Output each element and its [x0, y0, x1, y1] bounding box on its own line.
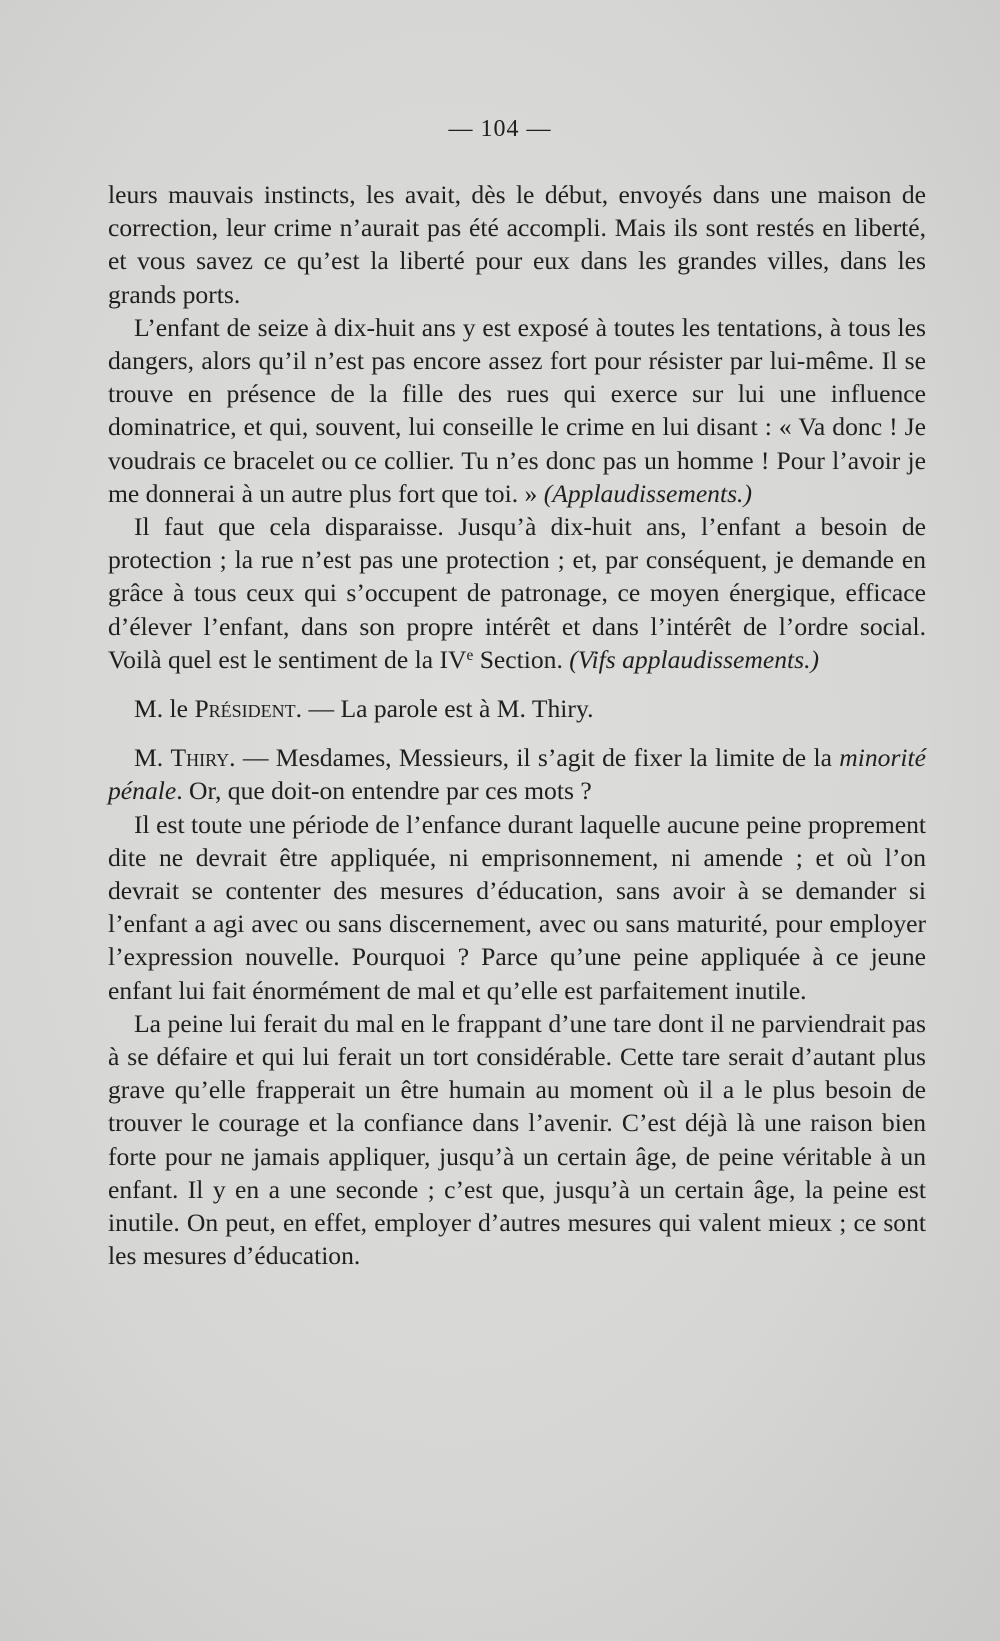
speech-text: . — Mesdames, Messieurs, il s’agit de fixer la limite de la [229, 743, 840, 773]
speech-thiry [108, 741, 926, 807]
speaker-prefix: M. [134, 743, 171, 773]
speech-text: . — La parole est à M. Thiry. [295, 694, 594, 724]
speech-president [108, 692, 926, 725]
paragraph-periode-enfance: Il est toute une période de l’enfance durant laquelle aucune peine proprement dite ne devrait être appliquée, ni emprisonnement, ni amende ; et où l’on devrait se contenter des mesures d’éducation, sans avoir à se demander si l’enfant a agi avec ou sans discernement, avec ou sans maturité, pour employer l’expression nouvelle. Pourquoi ? Parce qu’une peine appliquée à ce jeune enfant lui fait énormément de mal et qu’elle est parfaitement inutile. [108, 809, 926, 1005]
paragraph-text: Il faut que cela disparaisse. Jusqu’à dix-huit ans, l’enfant a besoin de protection ; la rue n’est pas une protection ; et, par conséquent, je demande en grâce à tous ceux qui s’occupent de patronage, ce moyen énergique, efficace d’élever l’enfant, dans son propre intérêt et dans l’intérêt de l’ordre social. Voilà quel est le sentiment de la IV [108, 512, 926, 674]
applause-note: (Applaudissements.) [543, 478, 752, 508]
paragraph-enfant-seize-ans [108, 311, 926, 510]
speaker-name: Président [194, 694, 296, 724]
page-number: — 104 — [448, 116, 552, 142]
speaker-prefix: M. le [134, 694, 195, 724]
paragraph-peine-mal: La peine lui ferait du mal en le frappant d’une tare dont il ne parviendrait pas à se défaire et qui lui ferait un tort considérable. Cette tare serait d’autant plus grave qu’elle frapperait un être humain au moment où il a le plus besoin de trouver le courage et la confiance dans l’avenir. C’est déjà là une raison bien forte pour ne jamais appliquer, jusqu’à un certain âge, de peine véritable à un enfant. Il y en a une seconde ; c’est que, jusqu’à un certain âge, la peine est inutile. On peut, en effet, employer d’autres mesures qui valent mieux ; ce sont les mesures d’éducation. [108, 1008, 926, 1271]
superscript: e [466, 647, 474, 665]
paragraph-text: Section. [473, 644, 570, 674]
paragraph-continuation: leurs mauvais instincts, les avait, dès le début, envoyés dans une maison de correction, leur crime n’aurait pas été accompli. Mais ils sont restés en liberté, et vous savez ce qu’est la liberté pour eux dans les grandes villes, dans les grands ports. [108, 180, 926, 309]
paragraph-il-faut [108, 510, 926, 676]
italic-term: minorité pénale [108, 743, 926, 806]
speaker-name: Thiry [170, 743, 230, 773]
page-body [108, 178, 926, 1273]
paragraph-text: L’enfant de seize à dix-huit ans y est exposé à toutes les tentations, à tous les dangers, alors qu’il n’est pas encore assez fort pour résister par lui-même. Il se trouve en présence de la fille des rues qui exerce sur lui une influence dominatrice, et qui, souvent, lui conseille le crime en lui disant : « Va donc ! Je voudrais ce bracelet ou ce collier. Tu n’es donc pas un homme ! Pour l’avoir je me donnerai à un autre plus fort que toi. » [108, 312, 926, 508]
applause-note: (Vifs applaudissements.) [569, 644, 820, 674]
speech-text: . Or, que doit-on entendre par ces mots ? [176, 776, 592, 806]
